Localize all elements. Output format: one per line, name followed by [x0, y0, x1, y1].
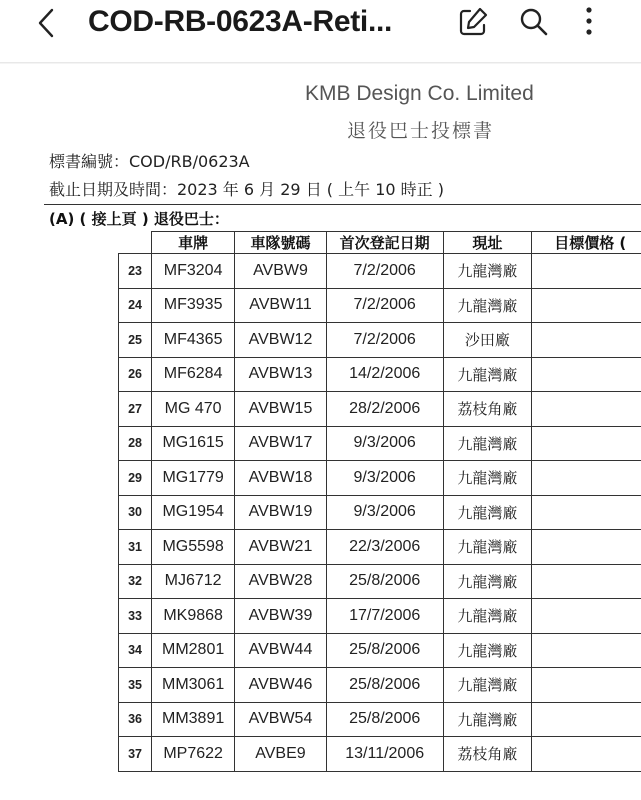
registration-date-cell: 7/2/2006: [326, 323, 443, 358]
row-number: 28: [119, 426, 152, 461]
plate-cell: MF4365: [152, 323, 235, 358]
plate-cell: MM3891: [152, 702, 235, 737]
search-button[interactable]: [516, 4, 552, 40]
target-price-cell: [532, 495, 641, 530]
plate-cell: MG1779: [152, 461, 235, 496]
table-row: [119, 633, 641, 668]
registration-date-cell: 9/3/2006: [326, 461, 443, 496]
target-price-cell: [532, 426, 641, 461]
fleet-number-cell: AVBW19: [235, 495, 327, 530]
document-subtitle: 退役巴士投標書: [347, 120, 495, 142]
location-cell: 九龍灣廠: [443, 426, 532, 461]
location-cell: 九龍灣廠: [443, 633, 532, 668]
registration-date-cell: 17/7/2006: [326, 599, 443, 634]
target-price-cell: [532, 254, 641, 289]
edit-button[interactable]: [455, 4, 491, 40]
location-cell: 九龍灣廠: [443, 599, 532, 634]
target-price-cell: [532, 323, 641, 358]
registration-date-cell: 14/2/2006: [326, 357, 443, 392]
edit-pencil-icon: [455, 4, 491, 40]
row-number: 35: [119, 668, 152, 703]
target-price-cell: [532, 288, 641, 323]
fleet-number-cell: AVBW39: [235, 599, 327, 634]
fleet-number-cell: AVBW44: [235, 633, 327, 668]
location-cell: 九龍灣廠: [443, 288, 532, 323]
target-price-cell: [532, 737, 641, 772]
table-row: [119, 254, 641, 289]
fleet-number-cell: AVBW28: [235, 564, 327, 599]
target-price-cell: [532, 461, 641, 496]
plate-cell: MG1615: [152, 426, 235, 461]
back-button[interactable]: [34, 6, 64, 40]
registration-date-cell: 25/8/2006: [326, 633, 443, 668]
location-cell: 九龍灣廠: [443, 357, 532, 392]
search-icon: [516, 4, 552, 40]
registration-date-cell: 22/3/2006: [326, 530, 443, 565]
registration-date-cell: 9/3/2006: [326, 426, 443, 461]
chevron-left-icon: [34, 6, 64, 40]
registration-date-cell: 25/8/2006: [326, 564, 443, 599]
row-number: 27: [119, 392, 152, 427]
table-row: [119, 288, 641, 323]
table-row: [119, 702, 641, 737]
registration-date-cell: 9/3/2006: [326, 495, 443, 530]
plate-cell: MF6284: [152, 357, 235, 392]
plate-cell: MJ6712: [152, 564, 235, 599]
row-number: 23: [119, 254, 152, 289]
document-page: [0, 64, 641, 800]
table-row: [119, 426, 641, 461]
target-price-cell: [532, 633, 641, 668]
table-row: [119, 668, 641, 703]
target-price-cell: [532, 599, 641, 634]
plate-cell: MG5598: [152, 530, 235, 565]
company-name: KMB Design Co. Limited: [305, 82, 534, 105]
registration-date-cell: 7/2/2006: [326, 254, 443, 289]
more-options-button[interactable]: [574, 4, 604, 40]
document-title: COD-RB-0623A-Reti...: [88, 5, 393, 38]
header-divider: [44, 204, 641, 205]
fleet-number-cell: AVBW17: [235, 426, 327, 461]
tender-reference: 標書編號：COD/RB/0623A: [49, 152, 250, 171]
row-number: 33: [119, 599, 152, 634]
target-price-cell: [532, 702, 641, 737]
header-fleet-number: 車隊號碼: [235, 232, 327, 254]
row-number: 24: [119, 288, 152, 323]
header-location: 現址: [443, 232, 532, 254]
fleet-number-cell: AVBW9: [235, 254, 327, 289]
location-cell: 九龍灣廠: [443, 530, 532, 565]
row-number: 37: [119, 737, 152, 772]
plate-cell: MM3061: [152, 668, 235, 703]
plate-cell: MP7622: [152, 737, 235, 772]
header-target-price: 目標價格 (: [532, 232, 641, 254]
location-cell: 荔枝角廠: [443, 737, 532, 772]
location-cell: 九龍灣廠: [443, 461, 532, 496]
fleet-number-cell: AVBE9: [235, 737, 327, 772]
target-price-cell: [532, 668, 641, 703]
target-price-cell: [532, 530, 641, 565]
registration-date-cell: 7/2/2006: [326, 288, 443, 323]
fleet-number-cell: AVBW15: [235, 392, 327, 427]
fleet-number-cell: AVBW21: [235, 530, 327, 565]
row-number: 36: [119, 702, 152, 737]
fleet-number-cell: AVBW46: [235, 668, 327, 703]
row-number: 31: [119, 530, 152, 565]
target-price-cell: [532, 564, 641, 599]
row-number: 32: [119, 564, 152, 599]
table-row: [119, 323, 641, 358]
fleet-number-cell: AVBW54: [235, 702, 327, 737]
more-vertical-icon: [574, 4, 604, 40]
location-cell: 九龍灣廠: [443, 254, 532, 289]
plate-cell: MK9868: [152, 599, 235, 634]
target-price-cell: [532, 357, 641, 392]
plate-cell: MF3204: [152, 254, 235, 289]
registration-date-cell: 13/11/2006: [326, 737, 443, 772]
header-first-registration: 首次登記日期: [326, 232, 443, 254]
header-plate: 車牌: [152, 232, 235, 254]
section-title: (A) ( 接上頁 ) 退役巴士：: [49, 210, 229, 228]
row-number: 34: [119, 633, 152, 668]
table-row: [119, 357, 641, 392]
table-row: [119, 737, 641, 772]
fleet-number-cell: AVBW18: [235, 461, 327, 496]
plate-cell: MG1954: [152, 495, 235, 530]
registration-date-cell: 25/8/2006: [326, 668, 443, 703]
retired-bus-table: [118, 231, 641, 772]
row-number: 30: [119, 495, 152, 530]
location-cell: 九龍灣廠: [443, 495, 532, 530]
table-row: [119, 495, 641, 530]
location-cell: 沙田廠: [443, 323, 532, 358]
row-number: 26: [119, 357, 152, 392]
table-row: [119, 599, 641, 634]
table-row: [119, 564, 641, 599]
plate-cell: MG 470: [152, 392, 235, 427]
row-number: 25: [119, 323, 152, 358]
header-blank-cell: [119, 232, 152, 254]
fleet-number-cell: AVBW12: [235, 323, 327, 358]
registration-date-cell: 25/8/2006: [326, 702, 443, 737]
row-number: 29: [119, 461, 152, 496]
target-price-cell: [532, 392, 641, 427]
fleet-number-cell: AVBW13: [235, 357, 327, 392]
fleet-number-cell: AVBW11: [235, 288, 327, 323]
table-row: [119, 530, 641, 565]
plate-cell: MM2801: [152, 633, 235, 668]
location-cell: 荔枝角廠: [443, 392, 532, 427]
registration-date-cell: 28/2/2006: [326, 392, 443, 427]
table-header-row: [119, 232, 641, 254]
plate-cell: MF3935: [152, 288, 235, 323]
location-cell: 九龍灣廠: [443, 668, 532, 703]
app-bar: [0, 0, 641, 63]
table-row: [119, 392, 641, 427]
location-cell: 九龍灣廠: [443, 702, 532, 737]
location-cell: 九龍灣廠: [443, 564, 532, 599]
tender-deadline: 截止日期及時間：2023 年 6 月 29 日 ( 上午 10 時正 ): [49, 180, 444, 199]
table-row: [119, 461, 641, 496]
